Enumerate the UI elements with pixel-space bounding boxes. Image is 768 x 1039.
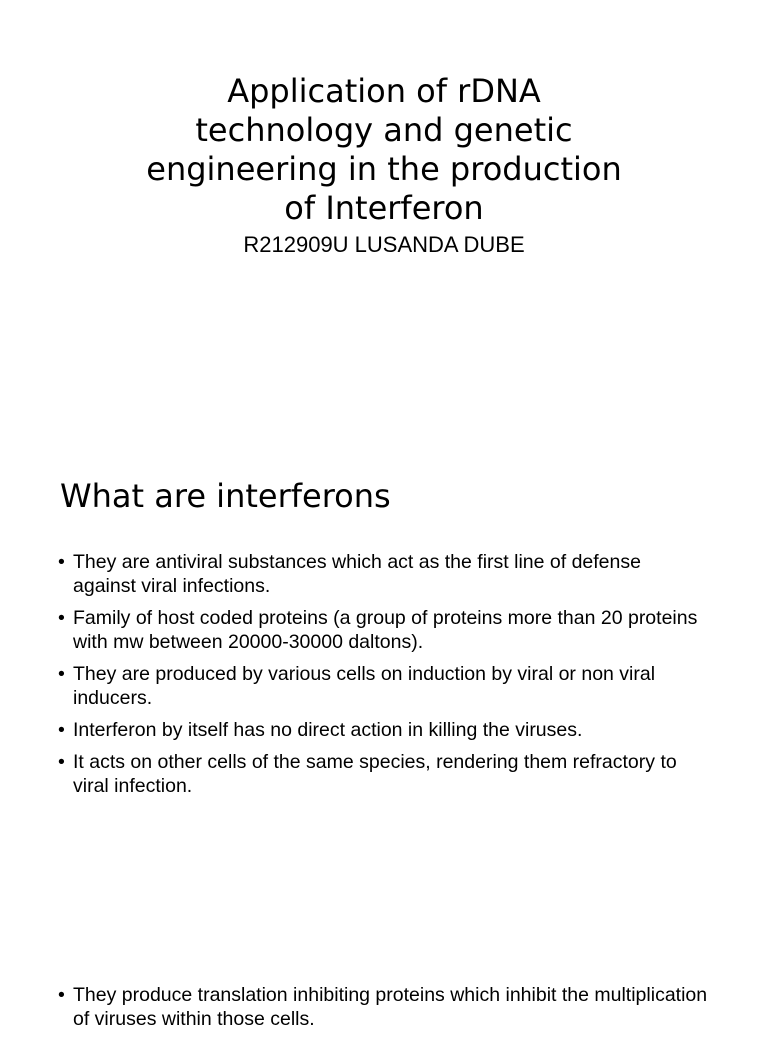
bullet-list: [58, 550, 708, 806]
bullet-icon: •: [58, 719, 65, 741]
author-subtitle: R212909U LUSANDA DUBE: [243, 232, 525, 257]
list-item: [58, 550, 708, 598]
list-item-text: They are antiviral substances which act as the first line of defense against viral infections.: [73, 551, 641, 597]
slide-heading: What are interferons: [60, 477, 391, 515]
list-item-text: Family of host coded proteins (a group of proteins more than 20 proteins with mw between 20000-30000 daltons).: [73, 607, 698, 653]
list-item: [58, 662, 708, 710]
title-line: of Interferon: [284, 189, 484, 227]
list-item-text: It acts on other cells of the same species, rendering them refractory to viral infection.: [73, 751, 677, 797]
title-line: technology and genetic: [195, 111, 573, 149]
bullet-icon: •: [58, 751, 65, 773]
list-item-text: Interferon by itself has no direct action in killing the viruses.: [73, 719, 583, 741]
title-slide: [0, 0, 768, 420]
bullet-icon: •: [58, 663, 65, 685]
title-line: Application of rDNA: [227, 72, 541, 110]
bullet-icon: •: [58, 984, 65, 1006]
presentation-title: [64, 72, 704, 228]
continuation-slide: [0, 850, 768, 1030]
bullet-icon: •: [58, 607, 65, 629]
list-item: [58, 718, 708, 742]
bullet-list: [58, 983, 708, 1039]
list-item-text: They produce translation inhibiting proteins which inhibit the multiplication of viruses within those cells.: [73, 984, 708, 1030]
interferons-slide: [0, 420, 768, 850]
list-item: [58, 606, 708, 654]
list-item-text: They are produced by various cells on induction by viral or non viral inducers.: [73, 663, 656, 709]
bullet-icon: •: [58, 551, 65, 573]
title-line: engineering in the production: [146, 150, 622, 188]
list-item: [58, 750, 708, 798]
